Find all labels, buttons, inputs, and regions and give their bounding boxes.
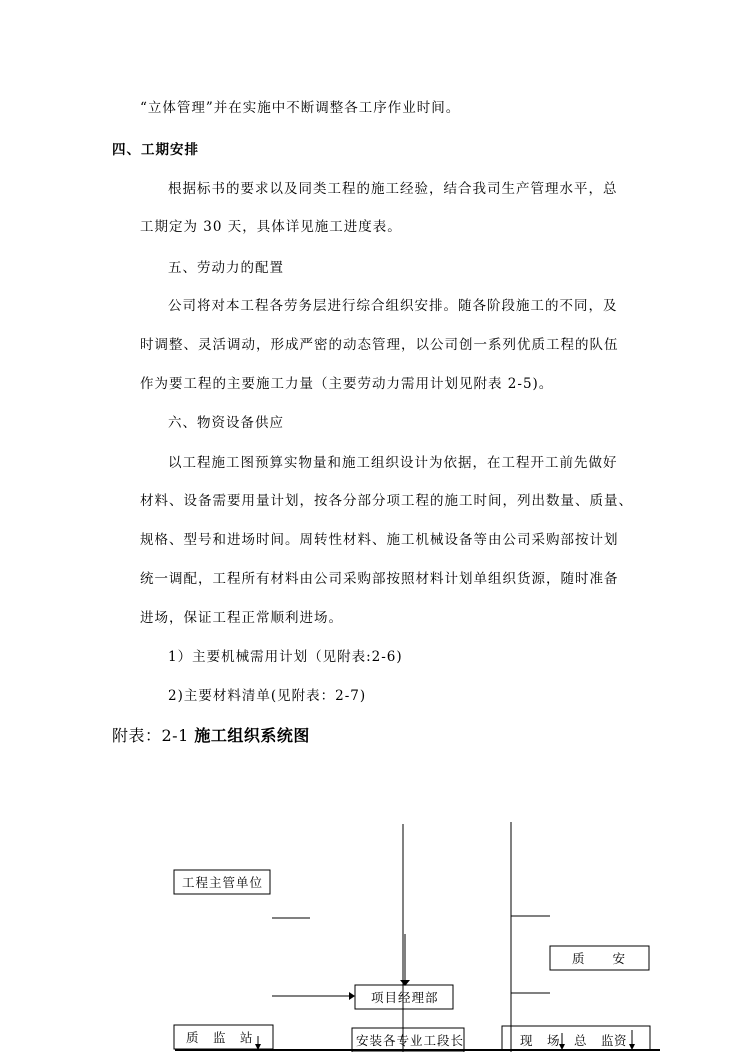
paragraph-line: 统一调配，工程所有材料由公司采购部按照材料计划单组织货源，随时准备 <box>140 571 619 587</box>
arrow-head <box>349 992 355 1000</box>
paragraph-continuation: “立体管理”并在实施中不断调整各工序作业时间。 <box>140 100 461 116</box>
paragraph-line: 公司将对本工程各劳务层进行综合组织安排。随各阶段施工的不同，及 <box>168 298 618 314</box>
paragraph-line: 根据标书的要求以及同类工程的施工经验，结合我司生产管理水平，总 <box>168 181 618 197</box>
label-project-dept: 项目经理部 <box>371 990 439 1005</box>
list-item-materials: 2)主要材料清单(见附表：2-7) <box>168 688 367 704</box>
list-item-machinery: 1）主要机械需用计划（见附表:2-6) <box>168 649 403 665</box>
section-heading-labor: 五、劳动力的配置 <box>168 260 284 276</box>
paragraph-line: 工期定为 30 天，具体详见施工进度表。 <box>140 219 402 235</box>
paragraph-line: 时调整、灵活调动，形成严密的动态管理，以公司创一系列优质工程的队伍 <box>140 337 619 353</box>
label-site-supervisor: 现 场 总 监 <box>520 1033 615 1048</box>
paragraph-line: 以工程施工图预算实物量和施工组织设计为依据，在工程开工前先做好 <box>168 455 618 471</box>
paragraph-line: 规格、型号和进场时间。周转性材料、施工机械设备等由公司采购部按计划 <box>140 532 619 548</box>
paragraph-line: 材料、设备需要用量计划，按各分部分项工程的施工时间，列出数量、质量、 <box>140 493 633 509</box>
label-resource: 资 <box>614 1033 628 1048</box>
label-quality-safety: 质 安 <box>572 951 627 966</box>
section-heading-materials: 六、物资设备供应 <box>168 415 284 431</box>
label-quality-station: 质 监 站 <box>186 1030 254 1045</box>
paragraph-line: 进场，保证工程正常顺利进场。 <box>140 610 343 626</box>
figure-caption-title: 施工组织系统图 <box>194 726 310 745</box>
label-owner: 工程主管单位 <box>182 875 264 890</box>
figure-caption-prefix: 附表：2-1 <box>112 726 195 745</box>
paragraph-line: 作为要工程的主要施工力量（主要劳动力需用计划见附表 2-5)。 <box>140 376 554 392</box>
label-install-section: 安装各专业工段长 <box>356 1033 465 1048</box>
section-heading-schedule: 四、工期安排 <box>112 142 199 158</box>
